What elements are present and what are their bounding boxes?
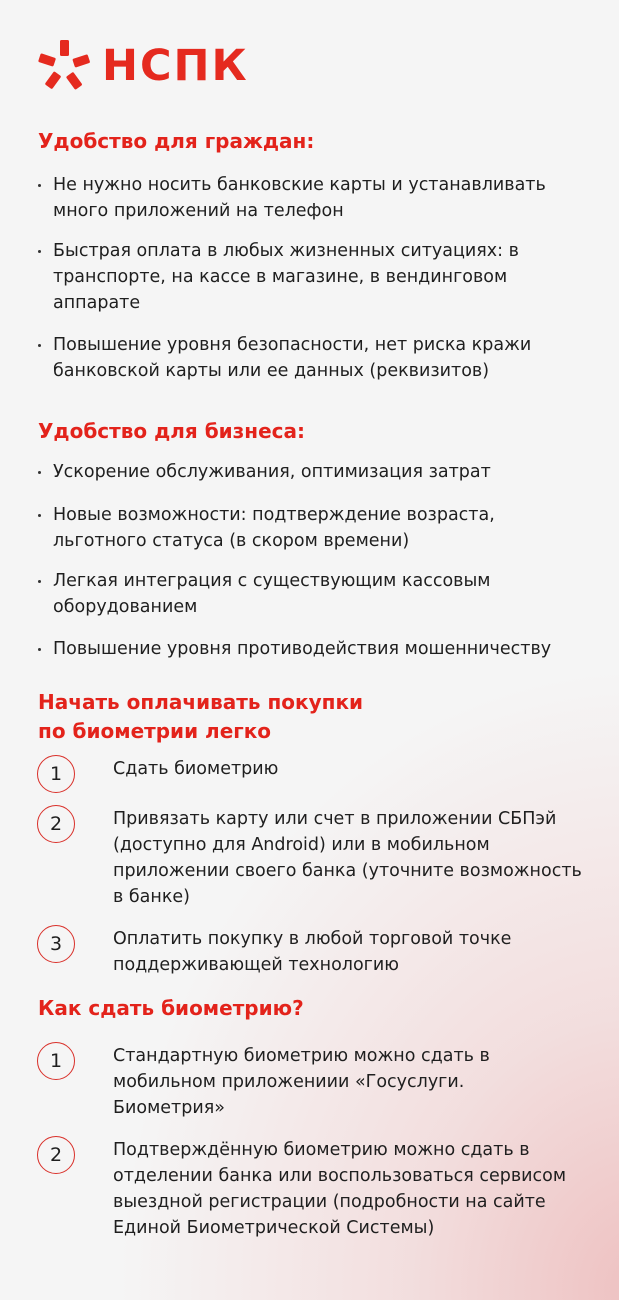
step-number-circle: 3 [37,925,75,963]
step-text: Сдать биометрию [113,759,279,779]
list-item [34,568,534,620]
list-item [34,459,594,485]
step-number-circle: 1 [37,1042,75,1080]
section-title-line: Начать оплачивать покупки [38,690,364,714]
bullet-dot [38,471,41,474]
brand-name: НСПК [102,40,249,91]
list-item-text: Повышение уровня безопасности, нет риска кражи банковской карты или ее данных (реквизитов) [53,335,532,381]
list-item-text: Быстрая оплата в любых жизненных ситуациях: в транспорте, на кассе в магазине, в вендинговом аппарате [53,241,519,313]
star-burst-icon [36,38,92,94]
step-number-circle: 1 [37,755,75,793]
list-item [34,502,534,554]
step-text: Подтверждённую биометрию можно сдать в отделении банка или воспользоваться сервисом выездной регистрации (подробности на сайте Единой Биометрической Системы) [113,1140,567,1238]
list-item-text: Не нужно носить банковские карты и устанавливать много приложений на телефон [53,175,546,221]
step-text: Привязать карту или счет в приложении СБПэй (доступно для Android) или в мобильном приложении своего банка (уточните возможность в банке) [113,809,582,907]
step-number-circle: 2 [37,1136,75,1174]
section-title-line: по биометрии легко [38,719,272,743]
list-item-text: Повышение уровня противодействия мошенничеству [53,639,552,659]
bullet-dot [38,580,41,583]
list-item-text: Ускорение обслуживания, оптимизация затрат [53,462,491,482]
bullet-dot [38,648,41,651]
bullet-dot [38,250,41,253]
section-title-citizens: Удобство для граждан: [38,129,315,153]
step-text: Стандартную биометрию можно сдать в мобильном приложениии «Госуслуги. Биометрия» [113,1046,490,1118]
list-item [34,332,579,384]
list-item [34,172,594,224]
bullet-dot [38,344,41,347]
step-number-circle: 2 [37,805,75,843]
list-item [34,636,609,662]
section-title-start-paying [38,688,363,746]
list-item-text: Легкая интеграция с существующим кассовым оборудованием [53,571,491,617]
bullet-dot [38,184,41,187]
list-item-text: Новые возможности: подтверждение возраста, льготного статуса (в скором времени) [53,505,495,551]
nspk-logo [36,38,249,94]
step-text: Оплатить покупку в любой торговой точке поддерживающей технологию [113,929,512,975]
section-title-business: Удобство для бизнеса: [38,419,306,443]
bullet-dot [38,514,41,517]
section-title-how-to-submit: Как сдать биометрию? [38,996,304,1020]
list-item [34,238,554,316]
